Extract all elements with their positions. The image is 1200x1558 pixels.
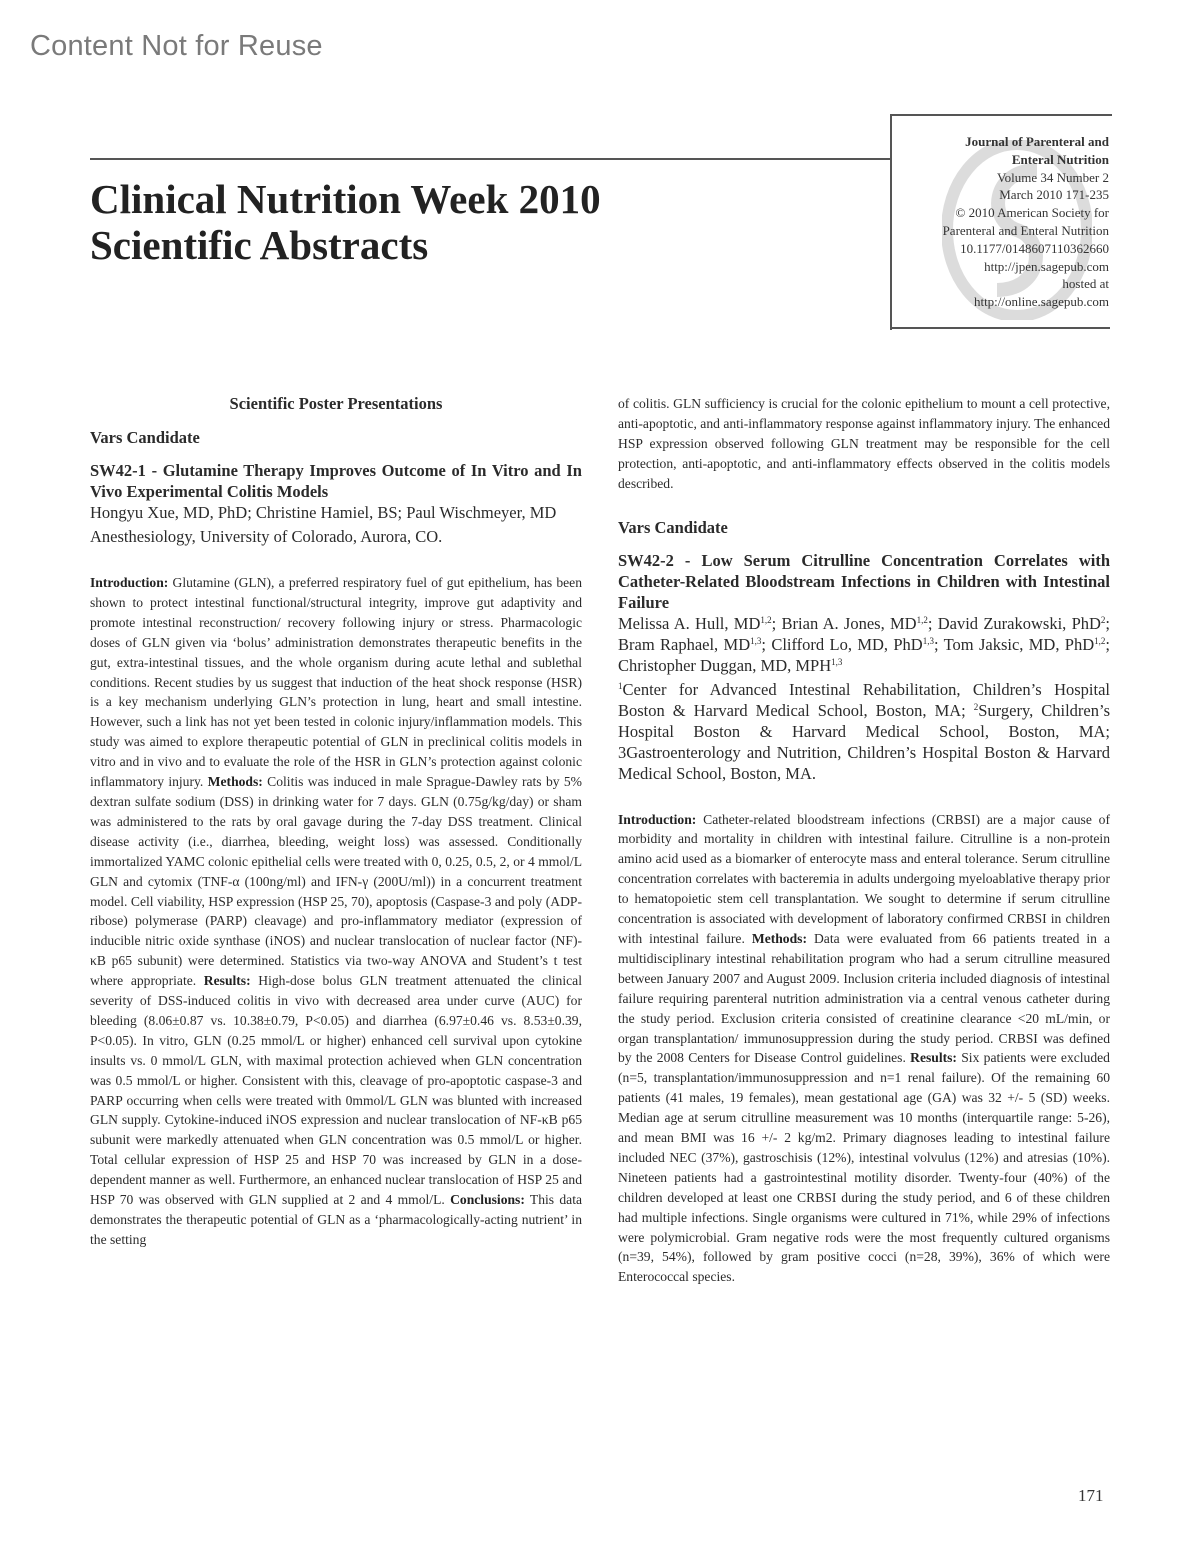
journal-hosted-url: http://online.sagepub.com	[973, 294, 1109, 310]
author: Christopher Duggan, MD, MPH	[618, 655, 832, 675]
abstract-2-methods-label: Methods:	[751, 930, 807, 946]
journal-info	[879, 133, 1109, 311]
author-affil-sup: 1,3	[831, 656, 843, 667]
page-number: 171	[1078, 1486, 1104, 1505]
journal-copyright-line2: Parenteral and Enteral Nutrition	[942, 222, 1109, 238]
section-heading: Scientific Poster Presentations	[229, 394, 443, 413]
abstract-1-results-label: Results:	[203, 973, 251, 989]
author: David Zurakowski, PhD	[937, 613, 1101, 633]
abstract-2-authors: Melissa A. Hull, MD$^{1,2}$; Brian A. Jones, MD$^{1,2}$; David Zurakowski, PhD$^2$; Bram Raphael, MD$^{1,3}$; Clifford Lo, MD, PhD$^{1,3}$; Tom Jaksic, MD, PhD$^{1,2}$; Christopher Duggan, MD, MPH$^{1,3}$	[618, 613, 1111, 675]
abstract-1-methods-label: Methods:	[207, 774, 263, 790]
author: Clifford Lo, MD, PhD	[771, 634, 923, 654]
author-affil-sup: 1,3	[750, 635, 762, 646]
journal-doi: 10.1177/0148607110362660	[960, 240, 1109, 256]
abstract-1-intro: Glutamine (GLN), a preferred respiratory fuel of gut epithelium, has been shown to protect intestinal functional/structural integrity, improve gut adaptivity and promote intestinal reconstruction/ recovery following injury or stress. Pharmacologic doses of GLN given via ‘bolus’ administration demonstrates therapeutic benefits in the gut, extra-intestinal tissues, and the whole organism during acute lethal and sublethal conditions. Recent studies by us suggest that induction of the heat shock response (HSR) is a key mechanism underlying GLN’s protection in lung, heart and small intestine. However, such a link has not yet been tested in colonic injury/inflammation models. This study was aimed to explore therapeutic potential of GLN in preclinical colitis models in vitro and in vivo and to evaluate the role of the HSR in GLN’s protection against colonic inflammatory injury.	[90, 575, 582, 790]
author-affil-sup: 1,2	[916, 614, 928, 625]
abstract-1-affiliation: Anesthesiology, University of Colorado, Aurora, CO.	[90, 527, 443, 546]
journal-volume: Volume 34 Number 2	[996, 169, 1109, 185]
author: Melissa A. Hull, MD	[618, 613, 761, 633]
journal-copyright-line1: © 2010 American Society for	[955, 205, 1109, 221]
journal-name-line1: Journal of Parenteral and	[965, 134, 1109, 149]
abstract-1-results: High-dose bolus GLN treatment attenuated the clinical severity of DSS-induced colitis in vivo with decreased area under curve (AUC) for bleeding (8.06±0.87 vs. 10.38±0.79, P<0.05) and diarrhea (6.97±0.46 vs. 8.53±0.39, P<0.05). In vitro, GLN (0.25 mmol/L or higher) enhanced cell survival upon cytokine insults vs. 0 mmol/L GLN, with maximal protection achieved when GLN concentration was 0.5 mmol/L or higher. Consistent with this, cleavage of pro-apoptotic caspase-3 and PARP occurring when cells were treated with 0mmol/L GLN was blunted with increased GLN supply. Cytokine-induced iNOS expression and nuclear translocation of NF-κB p65 subunit were markedly attenuated when GLN concentration was 0.5 mmol/L or higher. Total cellular expression of HSP 25 and HSP 70 was increased by GLN in a dose-dependent manner as well. Furthermore, an enhanced nuclear translocation of HSP 25 and HSP 70 was observed with GLN supplied at 2 and 4 mmol/L.	[90, 973, 582, 1208]
journal-name-line2: Enteral Nutrition	[1011, 151, 1109, 167]
author-affil-sup: 1,3	[922, 635, 934, 646]
abstract-1-title: SW42-1 - Glutamine Therapy Improves Outcome of In Vitro and In Vivo Experimental Colitis Models	[90, 461, 582, 501]
page-title-line1: Clinical Nutrition Week 2010	[90, 176, 601, 222]
abstract-2-title: SW42-2 - Low Serum Citrulline Concentration Correlates with Catheter-Related Bloodstream Infections in Children with Intestinal Failure	[618, 550, 1110, 612]
journal-url: http://jpen.sagepub.com	[984, 258, 1109, 274]
abstract-2-intro-label: Introduction:	[618, 811, 697, 827]
author-affil-sup: 2	[1100, 614, 1106, 625]
author-affil-sup: 1,2	[760, 614, 772, 625]
right-column	[618, 394, 1110, 1287]
header-rule	[90, 158, 892, 160]
affil-sup: 2	[973, 701, 979, 712]
abstract-2-methods: Data were evaluated from 66 patients treated in a multidisciplinary intestinal rehabilitation program who had a serum citrulline measured between January 2007 and August 2009. Inclusion criteria included diagnosis of intestinal failure requiring parenteral nutrition administration via a central venous catheter during the study period. Exclusion criteria consisted of creatinine clearance <20 mL/min, or organ transplantation/ immunosuppression during the study period. CRBSI was defined by the 2008 Centers for Disease Control guidelines.	[618, 930, 1110, 1066]
abstract-2-category: Vars Candidate	[618, 517, 728, 537]
author: Tom Jaksic, MD, PhD	[943, 634, 1095, 654]
author: Bram Raphael, MD	[618, 634, 751, 654]
abstract-1-category: Vars Candidate	[90, 428, 200, 447]
author-affil-sup: 1,2	[1094, 635, 1106, 646]
page-title-line2: Scientific Abstracts	[90, 222, 429, 268]
affiliation: Center for Advanced Intestinal Rehabilitation, Children’s Hospital Boston & Harvard Medical School, Boston, MA;	[618, 679, 1110, 720]
page-title	[90, 176, 790, 268]
abstract-1-authors: Hongyu Xue, MD, PhD; Christine Hamiel, BS; Paul Wischmeyer, MD	[90, 503, 557, 522]
affil-sup: 1	[618, 680, 623, 691]
abstract-2-results-label: Results:	[910, 1050, 957, 1066]
affiliation: Surgery, Children’s Hospital Boston & Harvard Medical School, Boston, MA; 3Gastroenterology and Nutrition, Children’s Hospital Boston & Harvard Medical School, Boston, MA.	[618, 700, 1110, 783]
abstract-2-intro: Catheter-related bloodstream infections (CRBSI) are a major cause of morbidity and mortality in children with intestinal failure. Citrulline is a non-protein amino acid used as a biomarker of enterocyte mass and enteral tolerance. Serum citrulline concentration correlates with bacteremia in adults undergoing myeloablative therapy prior to hematopoietic stem cell transplantation. We sought to determine if serum citrulline concentration is associated with development of laboratory confirmed CRBSI in children with intestinal failure.	[618, 811, 1110, 946]
abstract-1-conclusions-label: Conclusions:	[450, 1192, 525, 1208]
abstract-1-body	[90, 573, 582, 1250]
watermark-text: Content Not for Reuse	[30, 30, 323, 62]
abstract-1-conclusions: This data demonstrates the therapeutic potential of GLN as a ‘pharmacologically-acting nutrient’ in the setting	[90, 1192, 583, 1247]
abstract-1-conclusions-continued: of colitis. GLN sufficiency is crucial for the colonic epithelium to mount a cell protective, anti-apoptotic, and anti-inflammatory response against inflammatory injury. The enhanced HSP expression observed following GLN treatment may be responsible for the cell protection, anti-apoptotic, and anti-inflammatory effects observed in the colitis models described.	[618, 396, 1110, 491]
journal-hosted-label: hosted at	[1062, 276, 1109, 292]
abstract-2-body	[618, 810, 1110, 1288]
abstract-2-results: Six patients were excluded (n=5, transplantation/immunosuppression and n=1 renal failure). Of the remaining 60 patients (41 males, 19 females), mean gestational age (GA) was 32 +/- 5 (SD) weeks. Median age at serum citrulline measurement was 10 months (interquartile range: 5-26), and mean BMI was 16 +/- 2 kg/m2. Primary diagnoses leading to intestinal failure included NEC (37%), gastroschisis (12%), intestinal volvulus (12%) and atresias (10%). Nineteen patients had a gastrointestinal motility disorder. Twenty-four (40%) of the children developed at least one CRBSI during the study period, and 6 of these children had multiple infections. Single organisms were cultured in 71%, while 29% of infections were polymicrobial. Gram negative rods were the most frequently cultured organisms (n=39, 54%), followed by gram positive cocci (n=28, 39%), 36% of which were Enterococcal species.	[618, 1050, 1110, 1285]
abstract-2-affiliations	[618, 679, 1110, 784]
left-column	[90, 394, 582, 1250]
journal-info-bottom-rule	[892, 327, 1110, 329]
abstract-1-intro-label: Introduction:	[90, 575, 169, 590]
author: Brian A. Jones, MD	[781, 613, 917, 633]
abstract-1-methods: Colitis was induced in male Sprague-Dawley rats by 5% dextran sulfate sodium (DSS) in drinking water for 7 days. GLN (0.75g/kg/day) or sham was administered to the rats by oral gavage during the 7-day DSS treatment. Clinical disease activity (i.e., diarrhea, bleeding, weight loss) was assessed. Conditionally immortalized YAMC colonic epithelial cells were treated with 0, 0.25, 0.5, 2, or 4 mmol/L GLN and cytomix (TNF-α (100ng/ml) and IFN-γ (200U/ml)) in a concurrent treatment model. Cell viability, HSP expression (HSP 25, 70), apoptosis (Caspase-3 and poly (ADP-ribose) polymerase (PARP) cleavage) and pro-inflammatory mediator (expression of inducible nitric oxide synthase (iNOS) and nuclear translocation of nuclear factor (NF)-κB p65 subunit) were determined. Statistics via two-way ANOVA and Student’s t test where appropriate.	[90, 774, 582, 989]
journal-issue: March 2010 171-235	[999, 187, 1109, 203]
